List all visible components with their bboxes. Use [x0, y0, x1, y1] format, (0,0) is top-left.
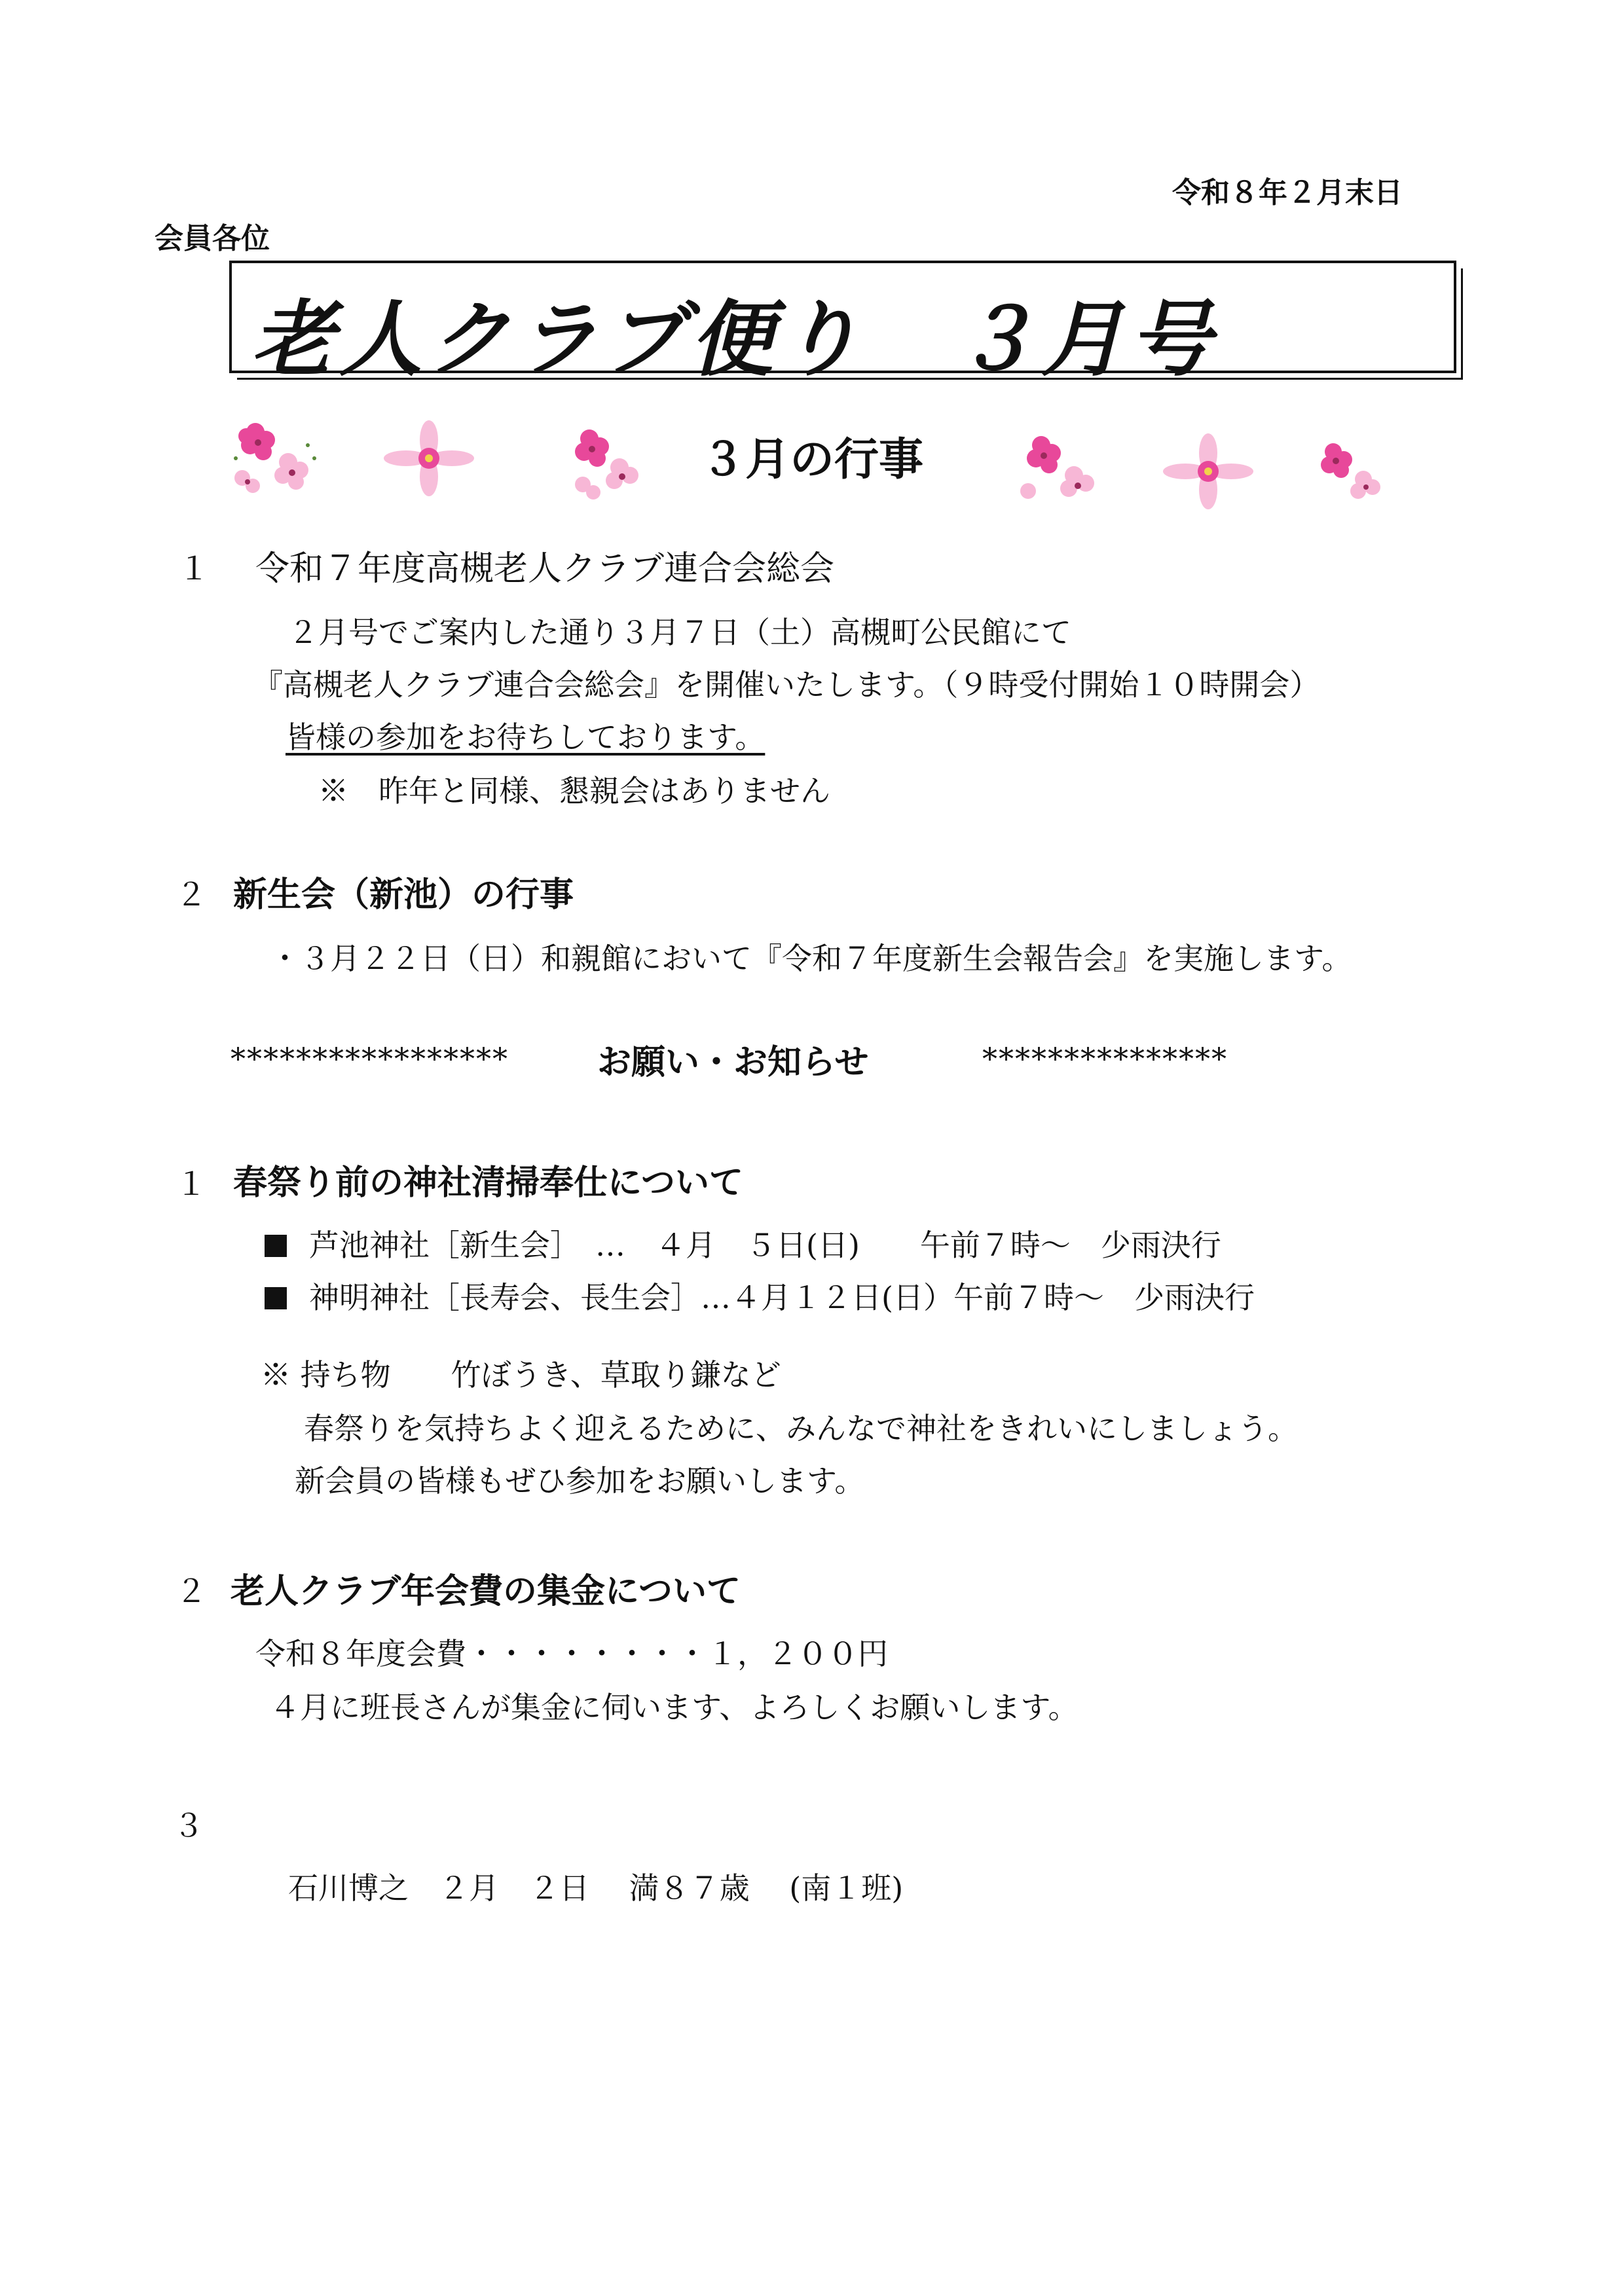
event-number: １	[178, 551, 210, 587]
lily-flower-icon	[1159, 432, 1257, 511]
notice-title: 老人クラブ年会費の集金について	[231, 1572, 741, 1611]
divider-left: *****************	[231, 1041, 509, 1076]
notice-line: ４月に班長さんが集金に伺います、よろしくお願いします。	[270, 1690, 1079, 1725]
square-bullet-icon	[265, 1235, 287, 1257]
schedule-text: 神明神社［長寿会、長生会］…４月１２日(日）午前７時～ 少雨決行	[309, 1280, 1255, 1315]
notice-number: １	[175, 1166, 208, 1203]
title-box	[229, 261, 1456, 388]
event-title: 令和７年度高槻老人クラブ連合会総会	[255, 549, 835, 589]
event-note: ※ 昨年と同様、懇親会はありません	[318, 773, 830, 809]
notice-line: 春祭りを気持ちよく迎えるために、みんなで神社をきれいにしましょう。	[304, 1411, 1298, 1446]
cherry-blossom-icon	[223, 406, 327, 504]
newsletter-title: 老人クラブ便り ３月号	[251, 291, 1217, 388]
issue-date: 令和８年２月末日	[1172, 176, 1403, 210]
event-title: 新生会（新池）の行事	[233, 875, 574, 915]
divider-right: ***************	[982, 1041, 1228, 1076]
notice-line: 新会員の皆様もぜひ参加をお願いします。	[295, 1463, 865, 1499]
event-number: ２	[175, 877, 208, 913]
events-heading: ３月の行事	[701, 434, 924, 486]
notice-line: 令和８年度会費・・・・・・・・１，２００円	[255, 1636, 888, 1671]
cherry-blossom-icon	[1303, 426, 1395, 517]
cherry-blossom-icon	[557, 412, 655, 511]
notice-number: ２	[175, 1573, 208, 1610]
lily-flower-icon	[380, 419, 478, 498]
event-line: 『高槻老人クラブ連合会総会』を開催いたします。（９時受付開始１０時開会）	[253, 667, 1320, 702]
notices-heading: お願い・お知らせ	[597, 1043, 869, 1082]
event-line: ・３月２２日（日）和親館において『令和７年度新生会報告会』を実施します。	[270, 941, 1352, 976]
recipients: 会員各位	[155, 222, 270, 255]
cherry-blossom-icon	[1008, 419, 1113, 517]
square-bullet-icon	[265, 1287, 287, 1309]
notice-line: 石川博之 ２月 ２日 満８７歳 (南１班)	[288, 1870, 904, 1906]
schedule-text: 芦池神社［新生会］ … ４月 ５日(日) 午前７時～ 少雨決行	[309, 1228, 1221, 1263]
event-line: ２月号でご案内した通り３月７日（土）高槻町公民館にて	[288, 615, 1071, 650]
notice-line: ※ 持ち物 竹ぼうき、草取り鎌など	[261, 1357, 781, 1393]
schedule-item	[265, 1222, 1221, 1265]
schedule-item	[265, 1274, 1255, 1317]
event-line-underlined: 皆様の参加をお待ちしております。	[286, 720, 766, 755]
notice-title: 春祭り前の神社清掃奉仕について	[233, 1163, 743, 1203]
notice-number: ３	[173, 1808, 205, 1844]
